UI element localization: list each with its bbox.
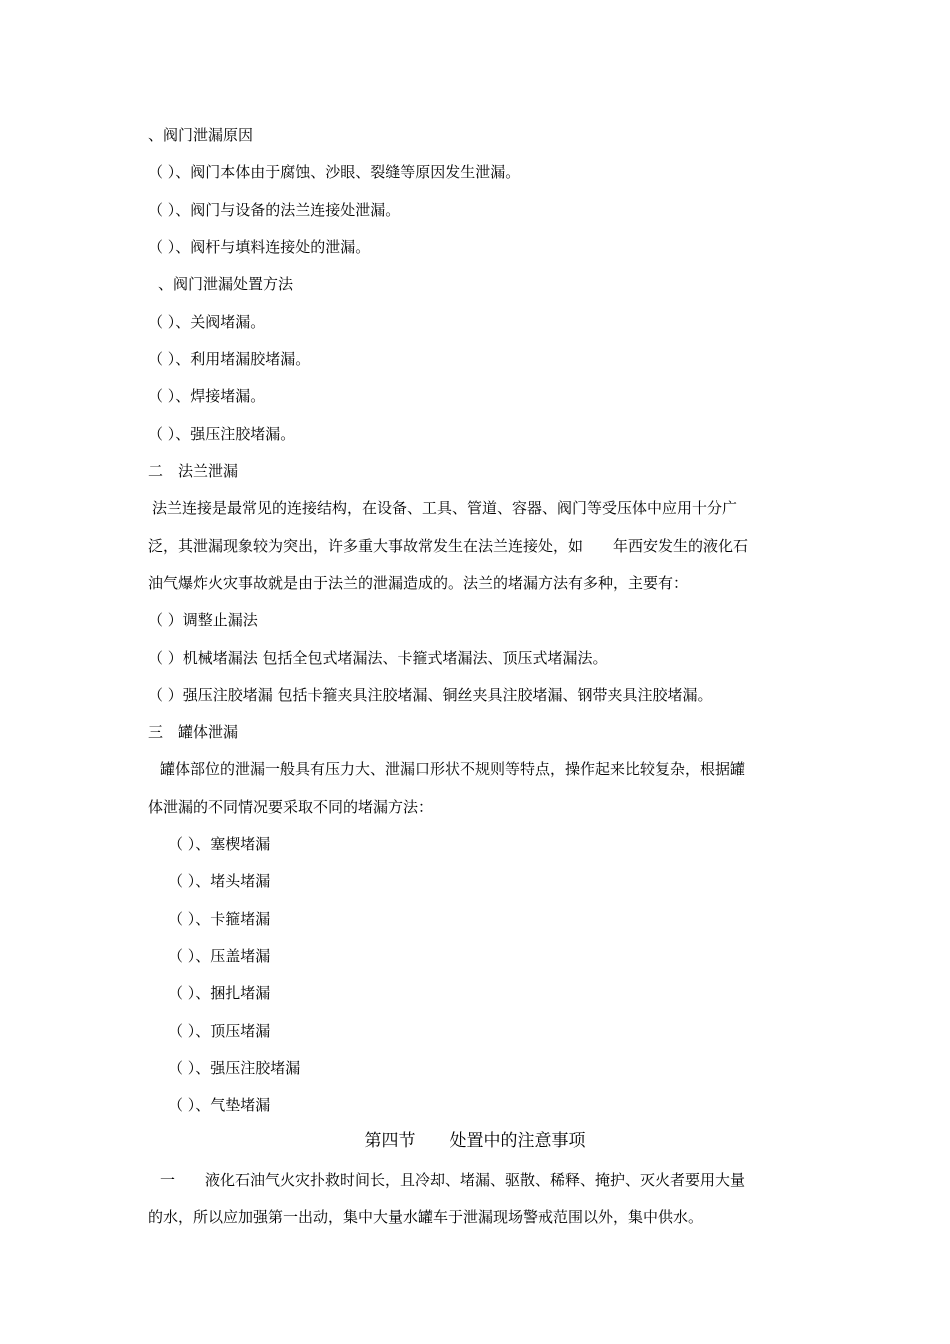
list-item: （ ）、顶压堵漏 xyxy=(168,1022,271,1040)
paragraph-line: 油气爆炸火灾事故就是由于法兰的泄漏造成的。法兰的堵漏方法有多种，主要有： xyxy=(148,574,689,592)
paragraph-line: 法兰连接是最常见的连接结构，在设备、工具、管道、容器、阀门等受压体中应用十分广 xyxy=(152,499,738,517)
list-item: （ ）、焊接堵漏。 xyxy=(148,387,266,405)
list-item: （ ）、阀杆与填料连接处的泄漏。 xyxy=(148,238,371,256)
heading-tank-leak: 三 罐体泄漏 xyxy=(148,723,239,741)
list-item: （ ）、阀门与设备的法兰连接处泄漏。 xyxy=(148,201,401,219)
list-item: （ ）、强压注胶堵漏。 xyxy=(148,425,296,443)
heading-flange-leak: 二 法兰泄漏 xyxy=(148,462,239,480)
list-item: （ ）、卡箍堵漏 xyxy=(168,910,271,928)
paragraph-line: 体泄漏的不同情况要采取不同的堵漏方法： xyxy=(148,798,434,816)
paragraph-line: 泛，其泄漏现象较为突出，许多重大事故常发生在法兰连接处，如 年西安发生的液化石 xyxy=(148,537,749,555)
list-item: （ ）、塞楔堵漏 xyxy=(168,835,271,853)
list-item: （ ）、捆扎堵漏 xyxy=(168,984,271,1002)
paragraph-line: 一 液化石油气火灾扑救时间长，且冷却、堵漏、驱散、稀释、掩护、灭火者要用大量 xyxy=(160,1171,746,1189)
list-item: （ ）、利用堵漏胶堵漏。 xyxy=(148,350,311,368)
list-item: （ ）机械堵漏法 包括全包式堵漏法、卡箍式堵漏法、顶压式堵漏法。 xyxy=(148,649,608,667)
heading-valve-leak-causes: 、阀门泄漏原因 xyxy=(148,126,254,144)
list-item: （ ）强压注胶堵漏 包括卡箍夹具注胶堵漏、铜丝夹具注胶堵漏、钢带夹具注胶堵漏。 xyxy=(148,686,713,704)
list-item: （ ）、强压注胶堵漏 xyxy=(168,1059,301,1077)
list-item: （ ）、压盖堵漏 xyxy=(168,947,271,965)
heading-valve-leak-methods: 、阀门泄漏处置方法 xyxy=(158,275,294,293)
list-item: （ ）、气垫堵漏 xyxy=(168,1096,271,1114)
list-item: （ ）、堵头堵漏 xyxy=(168,872,271,890)
section-title: 第四节 处置中的注意事项 xyxy=(364,1131,586,1151)
list-item: （ ）、关阀堵漏。 xyxy=(148,313,266,331)
paragraph-line: 的水，所以应加强第一出动，集中大量水罐车于泄漏现场警戒范围以外，集中供水。 xyxy=(148,1208,704,1226)
paragraph-line: 罐体部位的泄漏一般具有压力大、泄漏口形状不规则等特点，操作起来比较复杂，根据罐 xyxy=(160,760,746,778)
list-item: （ ）、阀门本体由于腐蚀、沙眼、裂缝等原因发生泄漏。 xyxy=(148,163,521,181)
list-item: （ ）调整止漏法 xyxy=(148,611,258,629)
